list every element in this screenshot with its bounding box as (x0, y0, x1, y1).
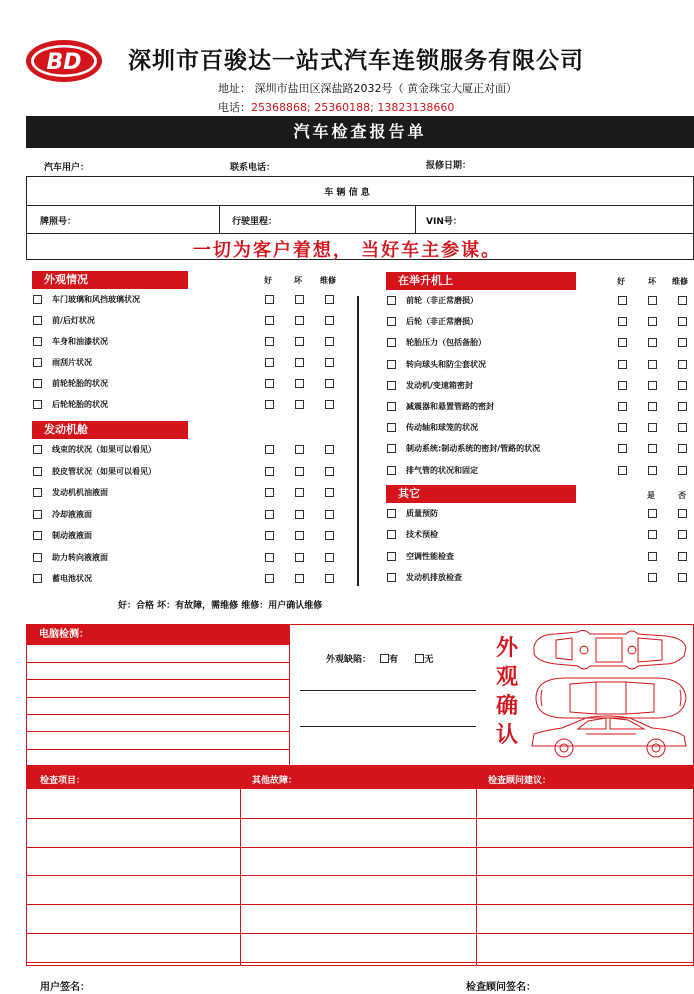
defect-line-2 (300, 726, 476, 727)
status-checkbox-0[interactable] (265, 445, 274, 454)
item-row-checkbox[interactable] (387, 381, 396, 390)
status-checkbox-2[interactable] (678, 402, 687, 411)
status-checkbox-1[interactable] (295, 295, 304, 304)
col-repair-right: 维修 (672, 277, 688, 286)
confirm-char-4: 认 (495, 723, 518, 748)
defect-yes-checkbox[interactable] (380, 654, 389, 663)
item-row-checkbox[interactable] (387, 423, 396, 432)
status-checkbox-0[interactable] (618, 444, 627, 453)
item-row-checkbox[interactable] (387, 573, 396, 582)
item-row-checkbox[interactable] (387, 402, 396, 411)
checklist-item: 胶皮管状况（如果可以看见） (52, 466, 156, 476)
status-checkbox-2[interactable] (678, 338, 687, 347)
status-checkbox-2[interactable] (325, 574, 334, 583)
item-row-checkbox[interactable] (387, 552, 396, 561)
col-yes: 是 (647, 491, 655, 500)
col-bad-right: 坏 (648, 277, 656, 286)
defect-yes-label: 有 (389, 655, 399, 665)
phone-numbers: 25368868; 25360188; 13823138660 (251, 101, 455, 114)
section-heading-L0: 外观情况 (32, 271, 188, 289)
item-row-checkbox[interactable] (33, 488, 42, 497)
status-checkbox-1[interactable] (295, 574, 304, 583)
status-checkbox-1[interactable] (295, 510, 304, 519)
status-checkbox-1[interactable] (295, 358, 304, 367)
computer-check-line (27, 697, 289, 698)
col-advisor-advice: 检查顾问建议： (488, 776, 552, 786)
report-title: 汽车检查报告单 (26, 116, 694, 148)
findings-row-line (27, 818, 694, 819)
status-checkbox-0[interactable] (618, 296, 627, 305)
status-checkbox-0[interactable] (618, 360, 627, 369)
section-heading-L1: 发动机舱 (32, 421, 188, 439)
status-checkbox-0[interactable] (618, 381, 627, 390)
item-row-checkbox[interactable] (33, 316, 42, 325)
checklist-item: 轮胎压力（包括备胎） (406, 338, 486, 348)
status-checkbox-0[interactable] (618, 466, 627, 475)
owner-label: 汽车用户： (44, 163, 90, 173)
checklist-item: 前轮轮胎的状况 (52, 379, 108, 388)
checklist-item: 前轮（非正常磨损） (406, 296, 478, 305)
status-checkbox-0[interactable] (265, 337, 274, 346)
vehicle-info-heading: 车 辆 信 息 (324, 188, 370, 198)
checklist-item: 后轮（非正常磨损） (406, 317, 478, 327)
status-checkbox-0[interactable] (265, 467, 274, 476)
status-checkbox-2[interactable] (325, 488, 334, 497)
item-row-checkbox[interactable] (33, 445, 42, 454)
slogan: 一切为客户着想， 当好车主参谋。 (192, 240, 502, 261)
item-row-checkbox[interactable] (33, 337, 42, 346)
defect-no-checkbox[interactable] (415, 654, 424, 663)
item-row-checkbox[interactable] (33, 510, 42, 519)
legend: 好：合格 坏：有故障，需维修 维修：用户确认维修 (118, 601, 323, 611)
item-row-checkbox[interactable] (387, 509, 396, 518)
checklist-item: 转向球头和防尘套状况 (406, 359, 486, 369)
status-checkbox-2[interactable] (325, 531, 334, 540)
confirm-char-2: 观 (495, 665, 518, 690)
status-checkbox-1[interactable] (295, 337, 304, 346)
findings-row-line (27, 962, 694, 963)
checklist-item: 减震器和悬置管路的密封 (406, 402, 494, 411)
status-checkbox-1[interactable] (648, 402, 657, 411)
advisor-signature: 检查顾问签名： (466, 982, 536, 993)
status-checkbox-0[interactable] (265, 358, 274, 367)
checklist-item: 蓄电池状况 (52, 574, 92, 583)
status-checkbox-1[interactable] (648, 360, 657, 369)
status-checkbox-1[interactable] (648, 466, 657, 475)
status-checkbox-0[interactable] (648, 509, 657, 518)
company-address: 地址： 深圳市盐田区深盐路2032号（ 黄金珠宝大厦正对面） (218, 82, 517, 95)
status-checkbox-2[interactable] (325, 510, 334, 519)
item-row-checkbox[interactable] (387, 360, 396, 369)
status-checkbox-1[interactable] (678, 573, 687, 582)
status-checkbox-1[interactable] (295, 553, 304, 562)
checklist-item: 质量预防 (406, 509, 438, 518)
findings-row-line (27, 847, 694, 848)
defect-line-1 (300, 690, 476, 691)
status-checkbox-1[interactable] (648, 381, 657, 390)
computer-check-heading: 电脑检测： (27, 625, 289, 645)
checklist-item: 前/后灯状况 (52, 316, 95, 325)
col-good-left: 好 (264, 276, 272, 285)
section-heading-R1: 其它 (386, 485, 576, 503)
vehicle-info-sep-1 (219, 205, 220, 233)
computer-check-sep (289, 624, 290, 766)
checklist-item: 车身和油漆状况 (52, 337, 108, 346)
checklist-item: 空调性能检查 (406, 551, 454, 561)
status-checkbox-2[interactable] (678, 423, 687, 432)
col-other-faults: 其他故障： (252, 776, 298, 786)
status-checkbox-2[interactable] (325, 316, 334, 325)
item-row-checkbox[interactable] (387, 530, 396, 539)
status-checkbox-2[interactable] (678, 466, 687, 475)
checklist-item: 发动机排放检查 (406, 572, 462, 582)
date-label: 报修日期： (426, 161, 472, 171)
checklist-item: 发动机机油液面 (52, 488, 108, 497)
item-row-checkbox[interactable] (33, 553, 42, 562)
status-checkbox-2[interactable] (678, 360, 687, 369)
item-row-checkbox[interactable] (33, 531, 42, 540)
status-checkbox-2[interactable] (325, 337, 334, 346)
computer-check-line (27, 731, 289, 732)
status-checkbox-2[interactable] (325, 400, 334, 409)
status-checkbox-1[interactable] (678, 530, 687, 539)
status-checkbox-0[interactable] (618, 317, 627, 326)
checklist-item: 发动机/变速箱密封 (406, 380, 473, 390)
item-row-checkbox[interactable] (387, 317, 396, 326)
confirm-char-3: 确 (495, 694, 518, 719)
item-row-checkbox[interactable] (387, 444, 396, 453)
item-row-checkbox[interactable] (33, 379, 42, 388)
section-heading-R0: 在举升机上 (386, 272, 576, 290)
status-checkbox-1[interactable] (678, 552, 687, 561)
status-checkbox-2[interactable] (325, 553, 334, 562)
status-checkbox-0[interactable] (618, 338, 627, 347)
status-checkbox-1[interactable] (295, 467, 304, 476)
status-checkbox-2[interactable] (325, 295, 334, 304)
item-row-checkbox[interactable] (33, 400, 42, 409)
status-checkbox-0[interactable] (265, 553, 274, 562)
appearance-defect-label: 外观缺陷： (326, 655, 372, 665)
plate-label: 牌照号： (40, 217, 77, 227)
checklist-item: 车门玻璃和风挡玻璃状况 (52, 295, 140, 304)
col-repair-left: 维修 (320, 276, 336, 285)
checklist-item: 排气管的状况和固定 (406, 465, 478, 475)
customer-signature: 用户签名： (40, 982, 90, 993)
status-checkbox-0[interactable] (618, 423, 627, 432)
col-inspection-items: 检查项目： (40, 776, 86, 786)
status-checkbox-1[interactable] (295, 400, 304, 409)
status-checkbox-1[interactable] (648, 338, 657, 347)
status-checkbox-0[interactable] (648, 573, 657, 582)
checklist-item: 线束的状况（如果可以看见） (52, 445, 156, 454)
logo-emblem (24, 38, 104, 84)
status-checkbox-1[interactable] (295, 379, 304, 388)
appearance-defect (326, 652, 433, 665)
status-checkbox-0[interactable] (648, 530, 657, 539)
status-checkbox-1[interactable] (648, 296, 657, 305)
checklist-item: 冷却液液面 (52, 509, 92, 519)
contact-label: 联系电话： (230, 163, 276, 173)
status-checkbox-2[interactable] (325, 445, 334, 454)
status-checkbox-1[interactable] (295, 488, 304, 497)
status-checkbox-1[interactable] (648, 423, 657, 432)
phone-label: 电话： (218, 101, 251, 114)
logo-text: BD (46, 50, 82, 75)
mileage-label: 行驶里程： (232, 217, 278, 227)
car-outline-icon (526, 628, 692, 762)
status-checkbox-1[interactable] (648, 444, 657, 453)
findings-sep-1 (240, 767, 241, 966)
status-checkbox-2[interactable] (678, 296, 687, 305)
item-leader (406, 538, 642, 539)
item-row-checkbox[interactable] (387, 296, 396, 305)
status-checkbox-1[interactable] (648, 317, 657, 326)
status-checkbox-1[interactable] (678, 509, 687, 518)
status-checkbox-2[interactable] (325, 358, 334, 367)
computer-check-line (27, 749, 289, 750)
col-bad-left: 坏 (294, 276, 302, 285)
checklist-item: 制动液液面 (52, 531, 92, 540)
company-phone (218, 99, 454, 115)
item-row-checkbox[interactable] (33, 358, 42, 367)
findings-row-line (27, 875, 694, 876)
status-checkbox-1[interactable] (295, 316, 304, 325)
status-checkbox-0[interactable] (265, 316, 274, 325)
status-checkbox-2[interactable] (678, 317, 687, 326)
checklist-item: 传动轴和球笼的状况 (406, 423, 478, 433)
computer-check-line (27, 662, 289, 663)
findings-row-line (27, 904, 694, 905)
col-good-right: 好 (617, 277, 625, 286)
vehicle-info-sep-2 (415, 205, 416, 233)
status-checkbox-0[interactable] (648, 552, 657, 561)
status-checkbox-2[interactable] (325, 467, 334, 476)
checklist-divider (357, 296, 359, 586)
computer-check-line (27, 679, 289, 680)
company-logo (24, 38, 104, 84)
findings-table-header (27, 767, 694, 789)
car-diagram (526, 628, 692, 762)
vin-label: VIN号： (426, 217, 462, 227)
checklist-item: 雨刮片状况 (52, 358, 92, 367)
checklist-item: 助力转向液液面 (52, 552, 108, 562)
checklist-item: 技术预检 (406, 530, 438, 540)
checklist-item: 后轮轮胎的状况 (52, 400, 108, 409)
status-checkbox-0[interactable] (265, 379, 274, 388)
status-checkbox-2[interactable] (325, 379, 334, 388)
status-checkbox-1[interactable] (295, 531, 304, 540)
computer-check-line (27, 714, 289, 715)
company-name: 深圳市百骏达一站式汽车连锁服务有限公司 (128, 48, 584, 74)
item-row-checkbox[interactable] (33, 467, 42, 476)
item-row-checkbox[interactable] (33, 574, 42, 583)
vehicle-info-line-2 (26, 233, 694, 234)
item-row-checkbox[interactable] (387, 338, 396, 347)
appearance-confirm-title (490, 634, 524, 750)
status-checkbox-0[interactable] (265, 531, 274, 540)
status-checkbox-0[interactable] (265, 488, 274, 497)
checklist-item: 制动系统:制动系统的密封/管路的状况 (406, 444, 541, 454)
status-checkbox-0[interactable] (265, 295, 274, 304)
confirm-char-1: 外 (495, 636, 518, 661)
status-checkbox-0[interactable] (265, 510, 274, 519)
item-leader (406, 517, 642, 518)
findings-table (26, 766, 694, 966)
status-checkbox-2[interactable] (678, 444, 687, 453)
status-checkbox-0[interactable] (265, 574, 274, 583)
status-checkbox-1[interactable] (295, 445, 304, 454)
defect-no-label: 无 (424, 655, 434, 665)
status-checkbox-2[interactable] (678, 381, 687, 390)
vehicle-info-line (26, 205, 694, 206)
findings-sep-2 (476, 767, 477, 966)
status-checkbox-0[interactable] (265, 400, 274, 409)
item-row-checkbox[interactable] (387, 466, 396, 475)
col-no: 否 (678, 491, 686, 500)
findings-row-line (27, 933, 694, 934)
status-checkbox-0[interactable] (618, 402, 627, 411)
item-row-checkbox[interactable] (33, 295, 42, 304)
